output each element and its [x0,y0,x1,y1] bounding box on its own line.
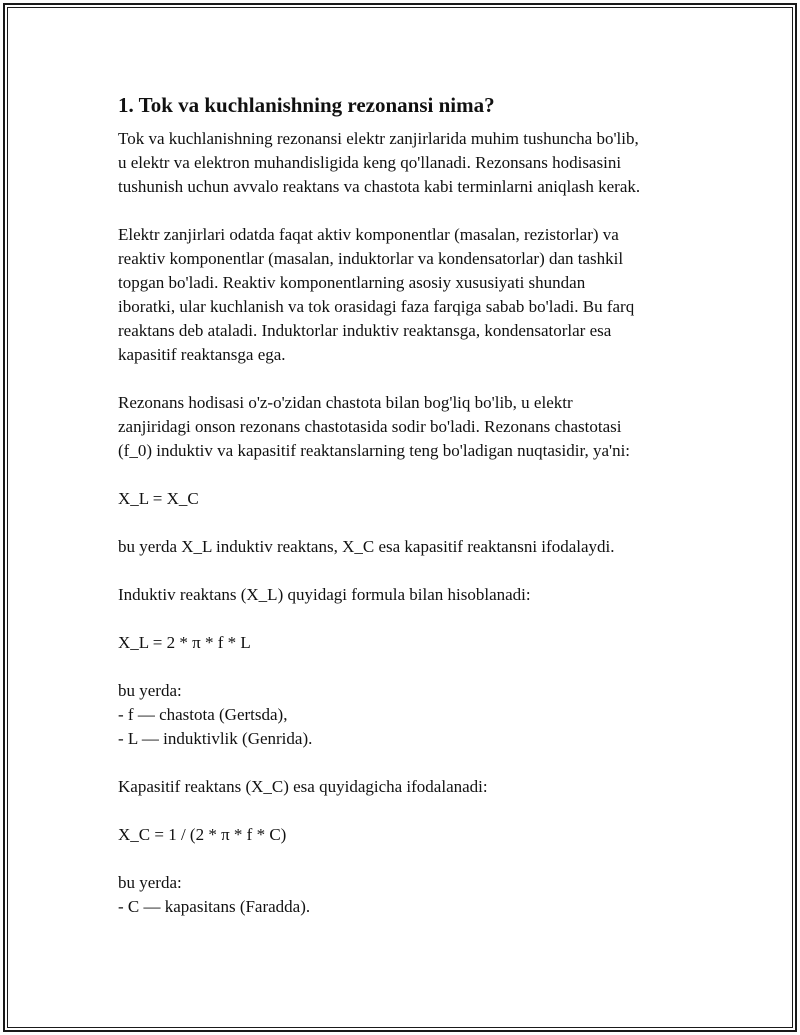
paragraph-intro: Tok va kuchlanishning rezonansi elektr zanjirlarida muhim tushuncha bo'lib, u elektr va elektron muhandisligida keng qo'llanadi. Rezonsans hodisasini tushunish uchun avvalo reaktans va chastota kabi terminlarni aniqlash kerak. [118,129,641,196]
paragraph-components: Elektr zanjirlari odatda faqat aktiv komponentlar (masalan, rezistorlar) va reaktiv komponentlar (masalan, induktorlar va kondensatorlar) dan tashkil topgan bo'ladi. Reaktiv komponentlarning asosiy xususiyati shundan iboratki, ular kuchlanish va tok orasidagi faza farqiga sabab bo'ladi. Bu farq reaktans deb ataladi. Induktorlar induktiv reaktansga, kondensatorlar esa kapasitif reaktansga ega. [118,225,635,364]
paragraph-gap [118,751,698,775]
paragraph-gap [118,367,698,391]
paragraph-inductive-intro: Induktiv reaktans (X_L) quyidagi formula bilan hisoblanadi: [118,585,531,604]
list-inductive-variables: bu yerda: - f — chastota (Gertsda), - L — induktivlik (Genrida). [118,681,313,748]
paragraph-gap [118,799,698,823]
paragraph-gap [118,655,698,679]
paragraph-gap [118,463,698,487]
paragraph-resonance: Rezonans hodisasi o'z-o'zidan chastota bilan bog'liq bo'lib, u elektr zanjiridagi onson rezonans chastotasida sodir bo'ladi. Rezonans chastotasi (f_0) induktiv va kapasitif reaktanslarning teng bo'ladigan nuqtasidir, ya'ni: [118,393,631,460]
paragraph-gap [118,847,698,871]
document-title: 1. Tok va kuchlanishning rezonansi nima? [118,93,495,117]
paragraph-gap [118,511,698,535]
formula-inductive-reactance: X_L = 2 * π * f * L [118,633,251,652]
paragraph-capacitive-intro: Kapasitif reaktans (X_C) esa quyidagicha ifodalanadi: [118,777,488,796]
paragraph-gap [118,607,698,631]
document-body [118,91,698,919]
formula-capacitive-reactance: X_C = 1 / (2 * π * f * C) [118,825,287,844]
paragraph-gap [118,199,698,223]
paragraph-condition-explained: bu yerda X_L induktiv reaktans, X_C esa kapasitif reaktansni ifodalaydi. [118,537,615,556]
list-capacitive-variables: bu yerda: - C — kapasitans (Faradda). [118,873,311,916]
formula-resonance-condition: X_L = X_C [118,489,199,508]
paragraph-gap [118,559,698,583]
